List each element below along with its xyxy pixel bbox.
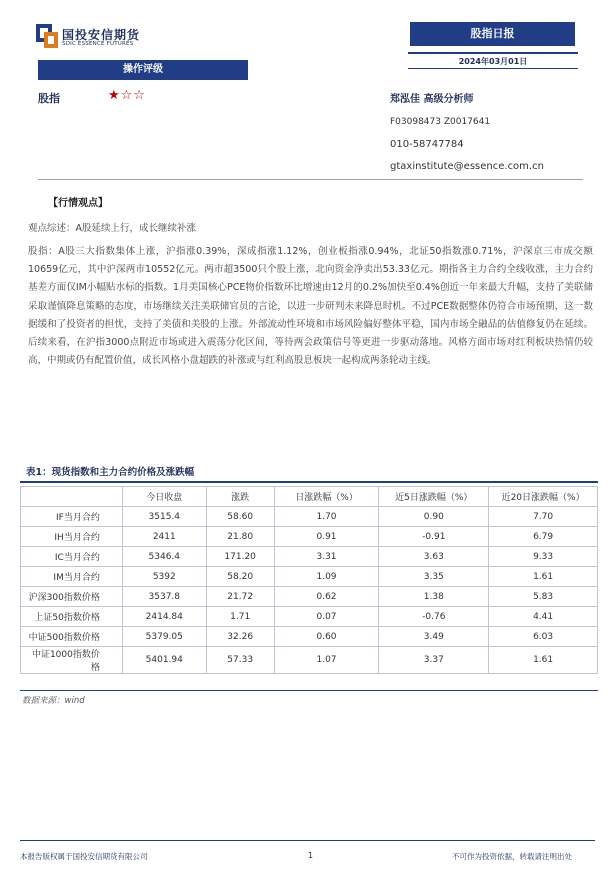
table-cell: 5379.05 [122, 627, 206, 647]
table-cell: 4.41 [489, 607, 598, 627]
table-cell: 3515.4 [122, 507, 206, 527]
rating-stars: ★☆☆ [108, 88, 146, 103]
table-cell: 0.91 [274, 527, 379, 547]
footer-copyright: 本报告版权属于国投安信期货有限公司 [20, 852, 148, 861]
header-rule [408, 52, 578, 54]
table-header-cell [21, 487, 123, 507]
table-cell-name: IH当月合约 [21, 527, 123, 547]
table-header-cell: 涨跌 [206, 487, 274, 507]
table-cell-name: 上证50指数价格 [21, 607, 123, 627]
table-cell: 0.60 [274, 627, 379, 647]
table-cell-name: 沪深300指数价格 [21, 587, 123, 607]
table-row [21, 527, 598, 547]
table-title: 表1：现货指数和主力合约价格及涨跌幅 [26, 467, 195, 478]
section-title: 【行情观点】 [48, 198, 108, 209]
table-cell: 1.61 [489, 567, 598, 587]
table-cell: 1.07 [274, 647, 379, 674]
table-header-row [21, 487, 598, 507]
analyst-email[interactable]: gtaxinstitute@essence.com.cn [390, 161, 544, 172]
table-cell: 3.37 [379, 647, 489, 674]
company-logo [36, 24, 151, 54]
logo-chinese-name: 国投安信期货 [62, 28, 141, 42]
table-row [21, 607, 598, 627]
table-cell-name: IF当月合约 [21, 507, 123, 527]
table-cell: 2411 [122, 527, 206, 547]
table-cell: 5392 [122, 567, 206, 587]
table-cell: 5401.94 [122, 647, 206, 674]
table-header-cell: 近5日涨跌幅（%） [379, 487, 489, 507]
table-cell-name: IC当月合约 [21, 547, 123, 567]
page-number: 1 [308, 851, 314, 860]
table-row [21, 547, 598, 567]
logo-english-name: SDIC ESSENCE FUTURES [62, 41, 134, 47]
data-source: 数据来源：wind [22, 696, 85, 706]
table-row [21, 587, 598, 607]
table-cell: 1.71 [206, 607, 274, 627]
table-cell: 21.80 [206, 527, 274, 547]
logo-mark-icon [36, 24, 58, 48]
table-cell: 21.72 [206, 587, 274, 607]
table-cell: -0.91 [379, 527, 489, 547]
table-cell: 57.33 [206, 647, 274, 674]
table-cell: 0.62 [274, 587, 379, 607]
table-row [21, 567, 598, 587]
table-cell: 3.63 [379, 547, 489, 567]
table-cell: 6.79 [489, 527, 598, 547]
table-cell: 6.03 [489, 627, 598, 647]
table-cell: 58.20 [206, 567, 274, 587]
analyst-name: 郑泓佳 高级分析师 [390, 94, 474, 105]
table-header-cell: 日涨跌幅（%） [274, 487, 379, 507]
summary-line: 观点综述：A股延续上行，成长继续补涨 [28, 223, 196, 234]
table-cell: -0.76 [379, 607, 489, 627]
table-cell: 5346.4 [122, 547, 206, 567]
table-header-cell: 近20日涨跌幅（%） [489, 487, 598, 507]
analyst-certificate: F03098473 Z0017641 [390, 117, 491, 127]
table-cell: 1.61 [489, 647, 598, 674]
rating-label: 股指 [38, 92, 60, 105]
table-cell: 1.09 [274, 567, 379, 587]
rating-banner: 操作评级 [38, 60, 248, 80]
table-top-rule [20, 481, 598, 483]
market-commentary: 股指：A股三大指数集体上涨，沪指涨0.39%，深成指涨1.12%，创业板指涨0.94%，北证50指数涨0.71%，沪深京三市成交额10659亿元，其中沪深两市10552亿元。两市超3500只个股上涨，北向资金净卖出53.33亿元。期指各主力合约全线收涨，主力合约基差方面仅IM小幅贴水标的指数。1月美国核心PCE物价指数环比增速由12月的0.2%加快至0.4%创近一年来最大升幅，支持了美联储采取谨慎降息策略的态度，市场继续关注美联储官员的言论，以进一步研判未来降息时机。不过PCE数据整体仍符合市场预期，这一数据缓和了投资者的担忧，支持了美债和美股的上涨。外部流动性环境和市场风险偏好整体平稳，国内市场全融品的估值修复仍在延续。后续来看，在沪指3000点附近市场或进入震荡分化区间，等待两会政策信号等更进一步驱动落地。风格方面市场对红利板块热情仍较高，中期或仍有配置价值，成长风格小盘超跌的补涨或与红利高股息板块一起构成两条轮动主线。 [28, 246, 593, 367]
table-cell: 7.70 [489, 507, 598, 527]
table-row [21, 507, 598, 527]
table-cell: 0.90 [379, 507, 489, 527]
table-cell-name: IM当月合约 [21, 567, 123, 587]
footer-disclaimer: 不可作为投资依据，转载请注明出处 [452, 852, 572, 861]
header-rule-thin [408, 68, 578, 69]
section-divider [38, 179, 583, 180]
table-cell: 32.26 [206, 627, 274, 647]
table-cell: 3537.8 [122, 587, 206, 607]
price-table [20, 486, 598, 674]
table-cell: 58.60 [206, 507, 274, 527]
table-cell: 0.07 [274, 607, 379, 627]
table-cell: 1.70 [274, 507, 379, 527]
table-cell-name: 中证1000指数价格 [21, 647, 123, 674]
table-cell: 3.49 [379, 627, 489, 647]
table-cell: 3.31 [274, 547, 379, 567]
report-type-banner: 股指日报 [410, 22, 575, 46]
table-cell: 171.20 [206, 547, 274, 567]
table-row [21, 647, 598, 674]
footer-rule [20, 840, 595, 841]
table-row [21, 627, 598, 647]
table-bottom-rule [20, 690, 598, 691]
table-cell: 2414.84 [122, 607, 206, 627]
table-cell-name: 中证500指数价格 [21, 627, 123, 647]
table-cell: 3.35 [379, 567, 489, 587]
analyst-phone: 010-58747784 [390, 139, 464, 150]
report-date: 2024年03月01日 [458, 57, 528, 66]
table-cell: 1.38 [379, 587, 489, 607]
table-header-cell: 今日收盘 [122, 487, 206, 507]
table-cell: 9.33 [489, 547, 598, 567]
table-cell: 5.83 [489, 587, 598, 607]
